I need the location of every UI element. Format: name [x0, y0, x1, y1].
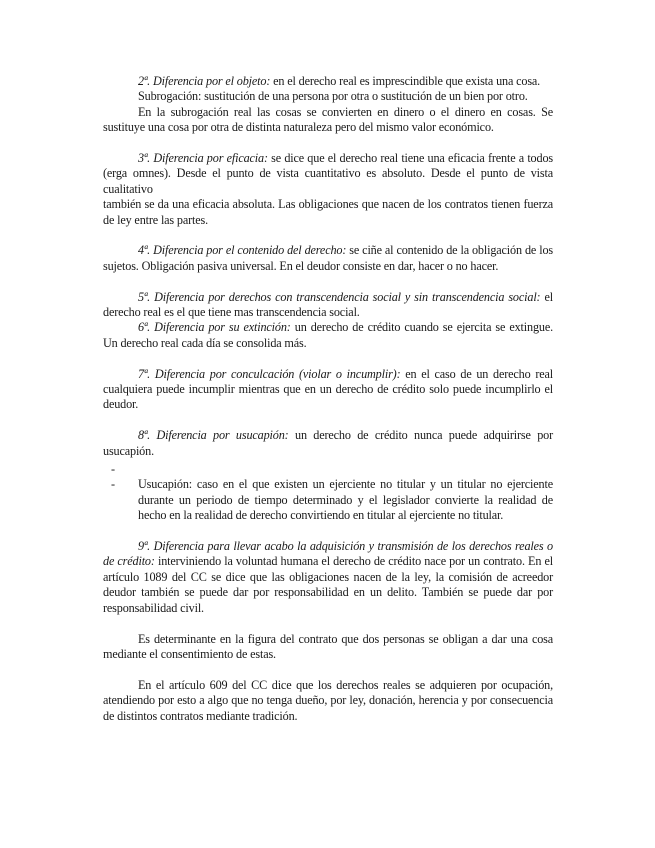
- text-extincion: un derecho de crédito cuando se ejercita se extingue. Un derecho real cada día se consolida más.: [103, 320, 553, 350]
- bullet-marker: -: [111, 462, 115, 477]
- text-contenido: se ciñe al contenido de la obligación de los sujetos. Obligación pasiva universal. En el deudor consiste en dar, hacer o no hacer.: [103, 243, 553, 273]
- text-adquisicion: interviniendo la voluntad humana el derecho de crédito nace por un contrato. En el artículo 1089 del CC se dice que las obligaciones nacen de la ley, la comisión de acreedor deudor también se puede dar por responsabilidad en un delito. También se puede dar por responsabilidad civil.: [103, 554, 553, 615]
- paragraph-usucapion: [103, 428, 553, 459]
- text-conculcacion: en el caso de un derecho real cualquiera puede incumplir mientras que en un derecho de crédito solo puede incumplirlo el deudor.: [103, 366, 553, 412]
- paragraph-articulo-609: En el artículo 609 del CC dice que los derechos reales se adquieren por ocupación, atendiendo por esto a algo que no tenga dueño, por ley, donación, herencia y por consecuencia de distintos contratos mediante tradición.: [103, 677, 553, 723]
- paragraph-objeto: [103, 74, 553, 89]
- text-objeto: en el derecho real es imprescindible que exista una cosa.: [270, 74, 541, 88]
- paragraph-subrogacion-definicion: Subrogación: sustitución de una persona por otra o sustitución de un bien por otro.: [138, 89, 528, 104]
- heading-conculcacion: 7ª. Diferencia por conculcación (violar o incumplir):: [138, 366, 401, 381]
- bullet-list: [103, 462, 553, 524]
- paragraph-transcendencia: [103, 290, 553, 321]
- bullet-marker: -: [111, 477, 115, 492]
- paragraph-subrogacion-real: En la subrogación real las cosas se convierten en dinero o el dinero en cosas. Se sustituye una cosa por otra de distinta naturaleza pero del mismo valor económico.: [103, 104, 553, 135]
- text-transcendencia: el derecho real es el que tiene mas transcendencia social.: [103, 289, 553, 320]
- heading-eficacia: 3ª. Diferencia por eficacia:: [138, 151, 268, 166]
- text-usucapion: un derecho de crédito nunca puede adquirirse por usucapión.: [103, 428, 553, 458]
- heading-extincion: 6ª. Diferencia por su extinción:: [138, 320, 291, 335]
- heading-adquisicion: 9ª. Diferencia para llevar acabo la adquisición y transmisión de los derechos reales o de crédito:: [103, 539, 553, 569]
- heading-contenido: 4ª. Diferencia por el contenido del derecho:: [138, 243, 347, 258]
- heading-objeto: 2ª. Diferencia por el objeto:: [138, 74, 271, 88]
- paragraph-contenido: [103, 243, 553, 274]
- paragraph-eficacia: [103, 151, 553, 197]
- list-item-usucapion: [103, 477, 553, 523]
- heading-transcendencia: 5ª. Diferencia por derechos con transcendencia social y sin transcendencia social:: [138, 289, 541, 304]
- text-eficacia: se dice que el derecho real tiene una eficacia frente a todos (erga omnes). Desde el punto de vista cuantitativo es absoluto. Desde el punto de vista cualitativo: [103, 151, 553, 196]
- document-page: [103, 74, 553, 724]
- list-item-text: Usucapión: caso en el que existen un ejerciente no titular y un titular no ejerciente durante un periodo de tiempo determinado y el legislador convierte la realidad de hecho en la realidad de derecho convirtiendo en titular al ejerciente no titular.: [138, 477, 553, 523]
- paragraph-eficacia-cont: también se da una eficacia absoluta. Las obligaciones que nacen de los contratos tienen fuerza de ley entre las partes.: [103, 197, 553, 227]
- paragraph-extincion: [103, 320, 553, 351]
- paragraph-adquisicion: [103, 539, 553, 616]
- heading-usucapion: 8ª. Diferencia por usucapión:: [138, 428, 289, 443]
- paragraph-conculcacion: [103, 367, 553, 413]
- paragraph-contrato: Es determinante en la figura del contrato que dos personas se obligan a dar una cosa mediante el consentimiento de estas.: [103, 631, 553, 661]
- list-item-empty: [103, 462, 553, 477]
